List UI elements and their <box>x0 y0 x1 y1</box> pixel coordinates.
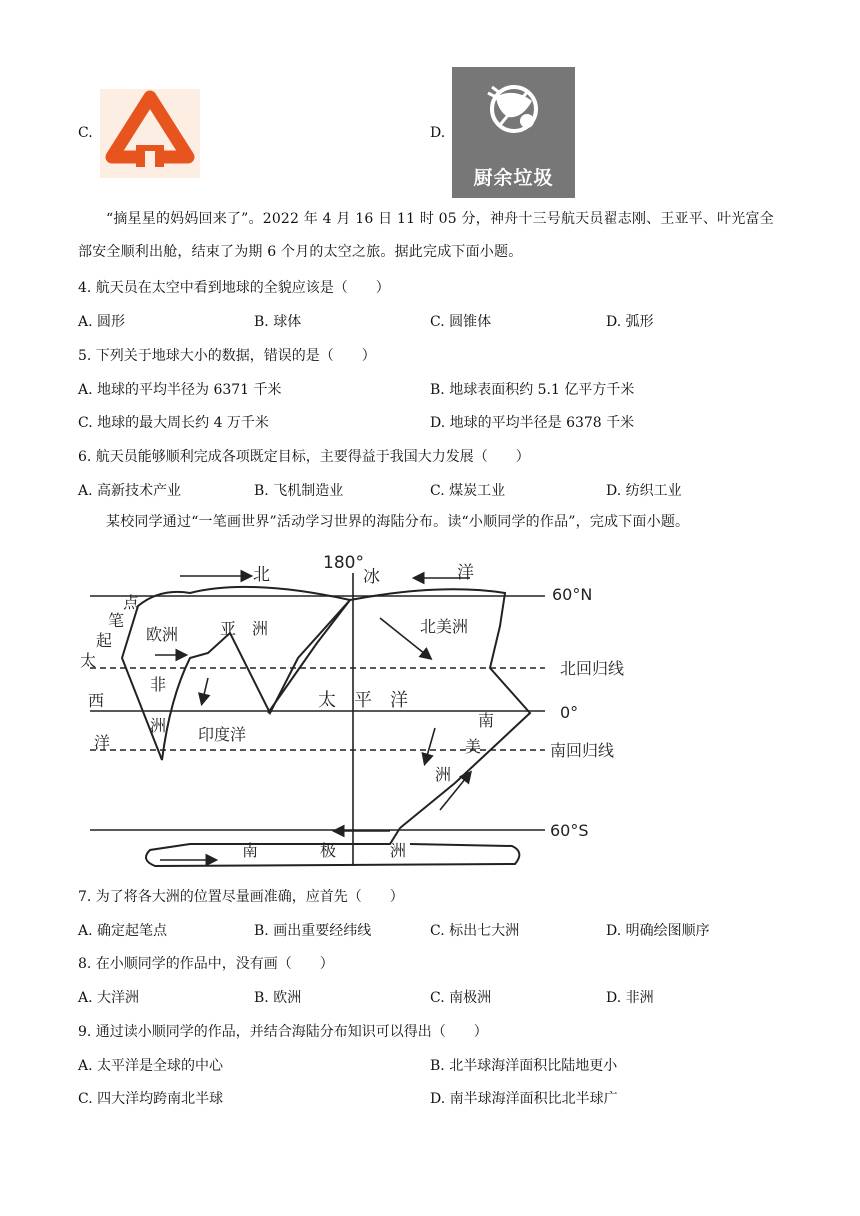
label-start-1: 点 <box>123 593 140 612</box>
label-africa-1: 非 <box>150 675 167 694</box>
q4-option-a: A. 圆形 <box>78 314 126 330</box>
question-7-stem: 7. 为了将各大洲的位置尽量画准确，应首先（ ） <box>78 889 404 905</box>
q9-option-a: A. 太平洋是全球的中心 <box>78 1058 224 1074</box>
label-equator: 0° <box>560 703 579 722</box>
q4-option-c: C. 圆锥体 <box>430 314 492 330</box>
option-d-label: D. <box>430 125 446 141</box>
label-atlantic-3: 洋 <box>94 733 111 752</box>
q9-option-b: B. 北半球海洋面积比陆地更小 <box>430 1058 618 1074</box>
option-c-label: C. <box>78 125 93 141</box>
label-north-america: 北美洲 <box>420 617 469 636</box>
question-8-stem: 8. 在小顺同学的作品中，没有画（ ） <box>78 956 334 972</box>
q6-option-d: D. 纺织工业 <box>606 483 682 499</box>
q8-option-a: A. 大洋洲 <box>78 990 140 1006</box>
label-antarctica-3: 洲 <box>390 841 407 860</box>
label-south-america-2: 美 <box>465 737 482 756</box>
q5-option-d: D. 地球的平均半径是 6378 千米 <box>430 415 635 431</box>
q8-option-c: C. 南极洲 <box>430 990 492 1006</box>
question-6-stem: 6. 航天员能够顺利完成各项既定目标，主要得益于我国大力发展（ ） <box>78 449 530 465</box>
label-south-america-1: 南 <box>478 711 495 730</box>
label-africa-2: 洲 <box>150 716 167 735</box>
arrow-south-down <box>425 728 435 763</box>
label-pacific: 太 平 洋 <box>318 690 408 711</box>
label-tropic-n: 北回归线 <box>560 659 625 678</box>
label-europe: 欧洲 <box>146 625 179 644</box>
label-start-3: 起 <box>96 631 113 650</box>
q7-option-d: D. 明确绘图顺序 <box>606 923 710 939</box>
q6-option-c: C. 煤炭工业 <box>430 483 506 499</box>
question-4-stem: 4. 航天员在太空中看到地球的全貌应该是（ ） <box>78 280 390 296</box>
arrow-africa <box>202 678 208 703</box>
label-atlantic-2: 西 <box>88 691 105 710</box>
question-9-stem: 9. 通过读小顺同学的作品，并结合海陆分布知识可以得出（ ） <box>78 1024 488 1040</box>
label-60n: 60°N <box>552 585 593 604</box>
label-arctic-1: 北 <box>253 565 270 585</box>
label-60s: 60°S <box>550 821 589 840</box>
label-start-2: 笔 <box>108 611 125 630</box>
kitchen-waste-icon <box>452 67 575 198</box>
q5-option-b: B. 地球表面积约 5.1 亿平方千米 <box>430 382 635 398</box>
q9-option-c: C. 四大洋均跨南北半球 <box>78 1091 224 1107</box>
q8-option-d: D. 非洲 <box>606 990 654 1006</box>
one-stroke-world-map <box>80 548 640 872</box>
q4-option-b: B. 球体 <box>254 314 302 330</box>
passage-2: 某校同学通过“一笔画世界”活动学习世界的海陆分布。读“小顺同学的作品”，完成下面小题。 <box>106 514 690 530</box>
label-180: 180° <box>323 553 364 573</box>
q7-option-c: C. 标出七大洲 <box>430 923 520 939</box>
label-indian-ocean: 印度洋 <box>198 725 247 744</box>
label-antarctica-2: 极 <box>320 841 337 860</box>
label-antarctica-1: 南 <box>242 841 259 860</box>
q7-option-b: B. 画出重要经纬线 <box>254 923 372 939</box>
q7-option-a: A. 确定起笔点 <box>78 923 168 939</box>
q5-option-c: C. 地球的最大周长约 4 万千米 <box>78 415 269 431</box>
label-arctic-3: 洋 <box>457 563 474 583</box>
q9-option-d: D. 南半球海洋面积比北半球广 <box>430 1091 618 1107</box>
question-5-stem: 5. 下列关于地球大小的数据，错误的是（ ） <box>78 348 376 364</box>
label-arctic-2: 冰 <box>363 567 380 587</box>
kitchen-waste-label: 厨余垃圾 <box>473 167 554 189</box>
label-south-america-3: 洲 <box>435 765 452 784</box>
q4-option-d: D. 弧形 <box>606 314 654 330</box>
label-tropic-s: 南回归线 <box>550 741 615 760</box>
q8-option-b: B. 欧洲 <box>254 990 302 1006</box>
q6-option-a: A. 高新技术产业 <box>78 483 182 499</box>
q6-option-b: B. 飞机制造业 <box>254 483 344 499</box>
label-asia: 亚 洲 <box>220 619 269 638</box>
label-atlantic-1: 太 <box>80 651 97 670</box>
recycle-triangle-icon <box>100 89 200 178</box>
passage-1: “摘星星的妈妈回来了”。2022 年 4 月 16 日 11 时 05 分，神舟十三号航天员翟志刚、王亚平、叶光富全部安全顺利出舱，结束了为期 6 个月的太空之旅。据此完成下面小题。 <box>78 211 774 260</box>
q5-option-a: A. 地球的平均半径为 6371 千米 <box>78 382 282 398</box>
